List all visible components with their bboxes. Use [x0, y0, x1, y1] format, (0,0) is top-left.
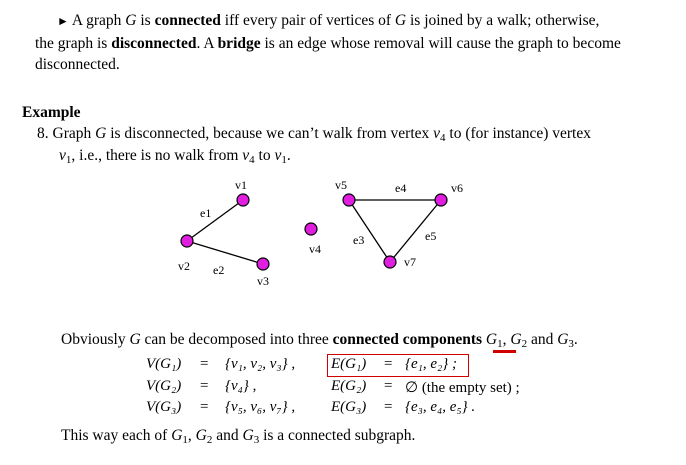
example-line-1: 8. Graph G is disconnected, because we can’t walk from vertex $v_4$ to (for instance) vertex: [37, 125, 591, 144]
definition-line-3: disconnected.: [35, 56, 120, 73]
label-v6: v6: [451, 181, 463, 195]
label-e5: e5: [425, 229, 437, 243]
term-disconnected: disconnected: [111, 35, 197, 52]
EG1-value: {e₁, e₂} ;: [405, 356, 457, 372]
edge-e3: [349, 200, 390, 262]
VG2-label: V(G₂): [146, 378, 182, 394]
closing-line: This way each of $G_1$, $G_2$ and $G_3$ is a connected subgraph.: [61, 427, 416, 446]
annotation-underline: [493, 350, 516, 353]
VG1-label: V(G₁): [146, 356, 182, 372]
vertex-v4: [305, 223, 317, 235]
EG3-value: {e₃, e₄, e₅} .: [405, 399, 476, 415]
edge-e1: [187, 200, 243, 241]
EG2-label: E(G₂): [331, 378, 367, 394]
vertex-v3: [257, 258, 269, 270]
term-connected: connected: [154, 12, 221, 29]
definition-line-1: ► A graph G is connected iff every pair of vertices of G is joined by a walk; otherwise,: [57, 12, 600, 29]
EG2-eq: =: [384, 378, 393, 394]
example-line-2: $v_1$, i.e., there is no walk from $v_4$ to $v_1$.: [59, 147, 291, 166]
vertex-v6: [435, 194, 447, 206]
vertex-v1: [237, 194, 249, 206]
G1-ref: G: [485, 331, 498, 348]
EG2-value: ∅ (the empty set) ;: [405, 380, 520, 396]
components-line: Obviously G can be decomposed into three connected components $G_1$, $G_2$ and $G_3$.: [61, 331, 578, 350]
VG3-value: {v₅, v₆, v₇} ,: [225, 399, 296, 415]
term-bridge: bridge: [217, 35, 261, 52]
EG1-eq: =: [384, 356, 393, 372]
bullet-icon: ►: [57, 14, 69, 28]
VG3-label: V(G₃): [146, 399, 182, 415]
label-v5: v5: [335, 178, 347, 192]
label-e4: e4: [395, 181, 407, 195]
EG3-eq: =: [384, 399, 393, 415]
VG3-eq: =: [200, 399, 209, 415]
example-heading: Example: [22, 104, 81, 121]
VG2-value: {v₄} ,: [225, 378, 257, 394]
label-e2: e2: [213, 263, 225, 277]
label-v7: v7: [404, 255, 416, 269]
label-e1: e1: [200, 206, 212, 220]
term-connected-components: connected components: [332, 331, 483, 348]
label-v4: v4: [309, 242, 321, 256]
EG3-label: E(G₃): [331, 399, 367, 415]
VG1-value: {v₁, v₂, v₃} ,: [225, 356, 296, 372]
label-e3: e3: [353, 233, 365, 247]
label-v1: v1: [235, 178, 247, 192]
vertex-v5: [343, 194, 355, 206]
edge-e2: [187, 241, 263, 264]
label-v2: v2: [178, 259, 190, 273]
definition-line-2: the graph is disconnected. A bridge is an edge whose removal will cause the graph to become: [35, 35, 621, 52]
VG2-eq: =: [200, 378, 209, 394]
vertex-v7: [384, 256, 396, 268]
vertex-v2: [181, 235, 193, 247]
label-v3: v3: [257, 274, 269, 288]
EG1-label: E(G₁): [331, 356, 367, 372]
VG1-eq: =: [200, 356, 209, 372]
